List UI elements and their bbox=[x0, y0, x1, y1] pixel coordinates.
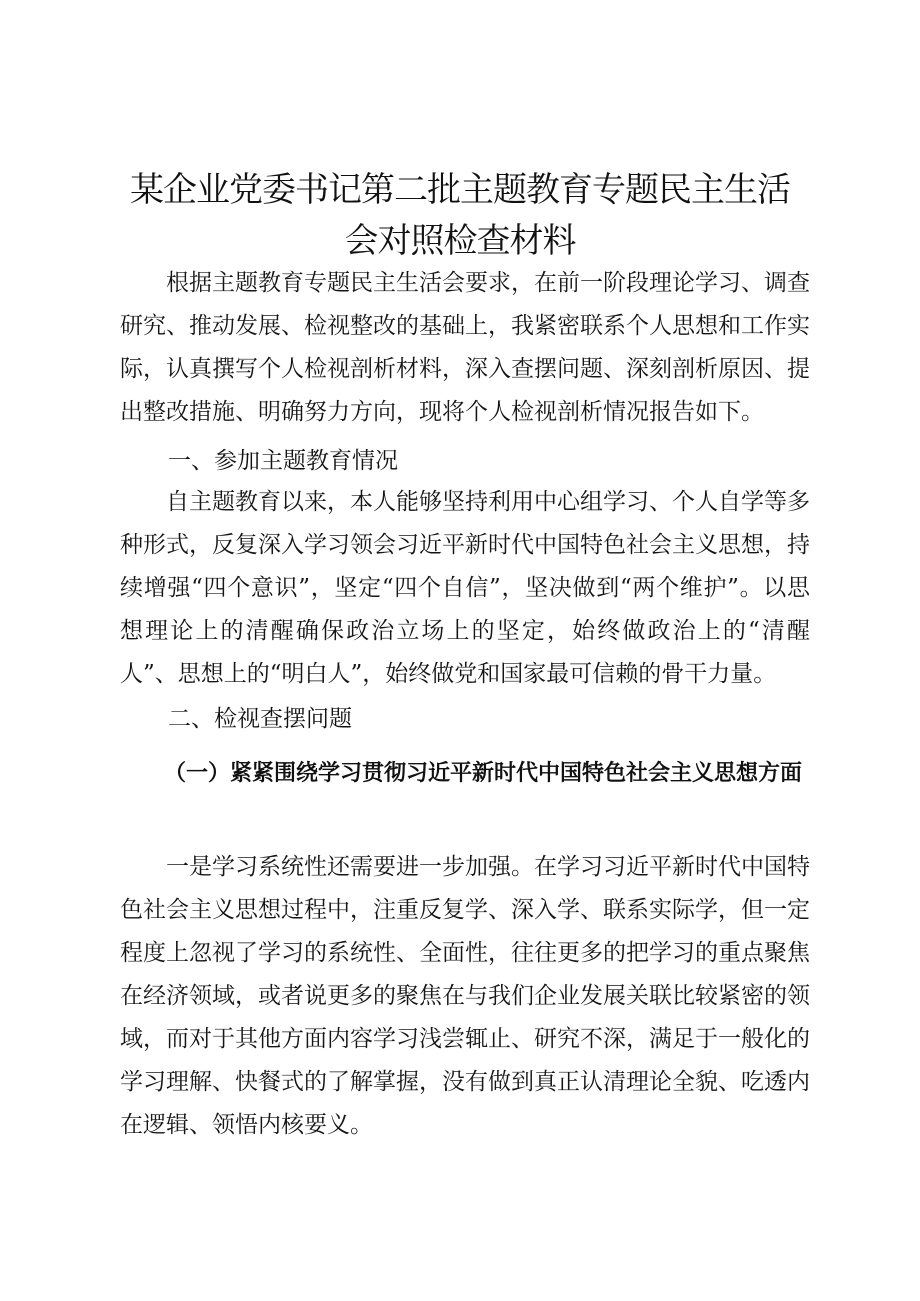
section-1-heading: 一、参加主题教育情况 bbox=[168, 448, 398, 474]
section-2-paragraph: 一是学习系统性还需要进一步加强。在学习习近平新时代中国特色社会主义思想过程中，注重反复学、深入学、联系实际学，但一定程度上忽视了学习的系统性、全面性，往往更多的把学习的重点聚焦在经济领域，或者说更多的聚焦在与我们企业发展关联比较紧密的领域，而对于其他方面内容学习浅尝辄止、研究不深，满足于一般化的学习理解、快餐式的了解掌握，没有做到真正认清理论全貌、吃透内在逻辑、领悟内核要义。 bbox=[120, 854, 810, 1138]
intro-paragraph: 根据主题教育专题民主生活会要求，在前一阶段理论学习、调查研究、推动发展、检视整改的基础上，我紧密联系个人思想和工作实际，认真撰写个人检视剖析材料，深入查摆问题、深刻剖析原因、提出整改措施、明确努力方向，现将个人检视剖析情况报告如下。 bbox=[120, 270, 810, 425]
section-1-paragraph: 自主题教育以来，本人能够坚持利用中心组学习、个人自学等多种形式，反复深入学习领会习近平新时代中国特色社会主义思想，持续增强“四个意识”，坚定“四个自信”，坚决做到“两个维护”。以思想理论上的清醒确保政治立场上的坚定，始终做政治上的“清醒人”、思想上的“明白人”，始终做党和国家最可信赖的骨干力量。 bbox=[120, 489, 810, 687]
section-2-subheading: （一）紧紧围绕学习贯彻习近平新时代中国特色社会主义思想方面 bbox=[164, 761, 803, 786]
document-title-line-2: 会对照检查材料 bbox=[344, 221, 576, 261]
section-2-heading: 二、检视查摆问题 bbox=[168, 706, 352, 732]
document-title-line-1: 某企业党委书记第二批主题教育专题民主生活 bbox=[130, 170, 790, 210]
